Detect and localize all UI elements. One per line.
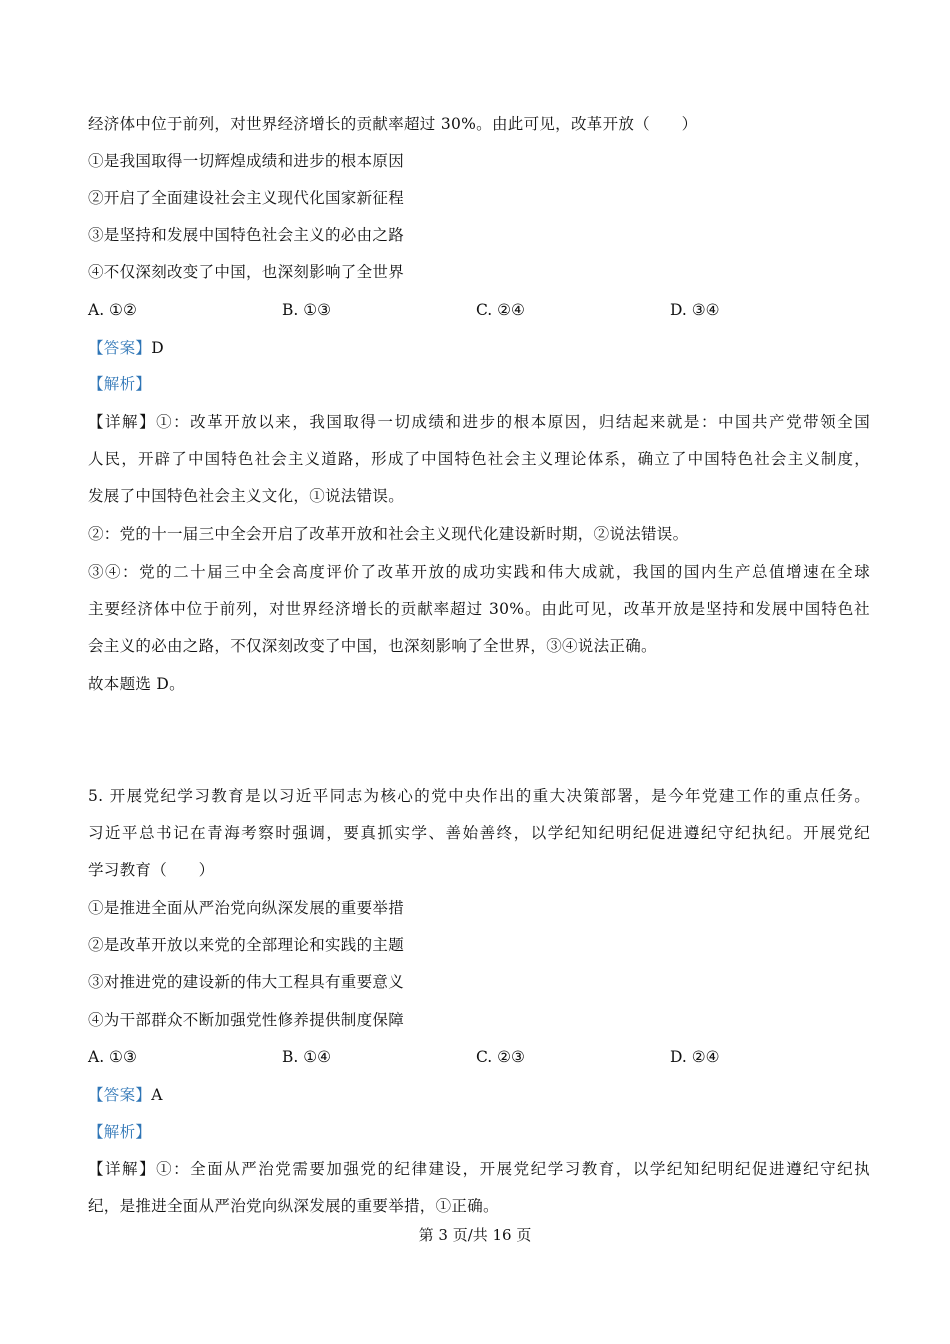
- q4-conclusion: 故本题选 D。: [88, 675, 185, 693]
- q5-option-4: ④为干部群众不断加强党性修养提供制度保障: [88, 1011, 405, 1029]
- q4-option-1: ①是我国取得一切辉煌成绩和进步的根本原因: [88, 152, 405, 170]
- q5-choice-d: D. ②④: [670, 1048, 720, 1066]
- q4-answer: D: [151, 339, 164, 357]
- q5-answer-line: [88, 1084, 870, 1106]
- q4-choice-a: A. ①②: [88, 301, 137, 319]
- q4-answer-line: [88, 337, 870, 359]
- q5-detail-line-1: [88, 1158, 870, 1180]
- q5-stem-line-2: 习近平总书记在青海考察时强调，要真抓实学、善始善终，以学纪知纪明纪促进遵纪守纪执纪。开展党纪: [88, 824, 870, 842]
- q5-choice-b: B. ①④: [282, 1048, 332, 1066]
- q5-choice-c: C. ②③: [476, 1048, 525, 1066]
- q4-detail-line-2: 人民，开辟了中国特色社会主义道路，形成了中国特色社会主义理论体系，确立了中国特色社会主义制度，: [88, 450, 870, 468]
- analysis-tag: 【解析】: [88, 375, 152, 393]
- q4-choice-c: C. ②④: [476, 301, 525, 319]
- q5-detail-text-1: ①：全面从严治党需要加强党的纪律建设，开展党纪学习教育，以学纪知纪明纪促进遵纪守纪执: [156, 1160, 870, 1178]
- q5-analysis-line: [88, 1121, 870, 1143]
- q4-detail-line-6: 主要经济体中位于前列，对世界经济增长的贡献率超过 30%。由此可见，改革开放是坚持和发展中国特色社: [88, 600, 870, 618]
- q4-detail-line-7: 会主义的必由之路，不仅深刻改变了中国，也深刻影响了全世界，③④说法正确。: [88, 637, 657, 655]
- q4-detail-line-5: ③④：党的二十届三中全会高度评价了改革开放的成功实践和伟大成就，我国的国内生产总值增速在全球: [88, 563, 870, 581]
- q5-stem-line-3: 学习教育（ ）: [88, 861, 215, 879]
- q4-detail-line-3: 发展了中国特色社会主义文化，①说法错误。: [88, 487, 405, 505]
- q4-choice-b: B. ①③: [282, 301, 332, 319]
- detail-tag: 【详解】: [88, 1160, 157, 1178]
- analysis-tag: 【解析】: [88, 1123, 152, 1141]
- q4-choice-d: D. ③④: [670, 301, 720, 319]
- page-number: 第 3 页/共 16 页: [418, 1226, 532, 1244]
- detail-tag: 【详解】: [88, 413, 157, 431]
- q5-option-1: ①是推进全面从严治党向纵深发展的重要举措: [88, 899, 405, 917]
- q5-option-3: ③对推进党的建设新的伟大工程具有重要意义: [88, 973, 405, 991]
- q4-choices: [88, 299, 868, 321]
- q4-detail-line-1: [88, 411, 870, 433]
- q5-choice-a: A. ①③: [88, 1048, 137, 1066]
- answer-tag: 【答案】: [88, 339, 152, 357]
- q4-option-2: ②开启了全面建设社会主义现代化国家新征程: [88, 189, 405, 207]
- q5-detail-line-2: 纪，是推进全面从严治党向纵深发展的重要举措，①正确。: [88, 1197, 499, 1215]
- q4-option-3: ③是坚持和发展中国特色社会主义的必由之路: [88, 226, 405, 244]
- q4-stem-tail: 经济体中位于前列，对世界经济增长的贡献率超过 30%。由此可见，改革开放（ ）: [88, 115, 698, 133]
- q4-analysis-line: [88, 373, 870, 395]
- q5-option-2: ②是改革开放以来党的全部理论和实践的主题: [88, 936, 405, 954]
- answer-tag: 【答案】: [88, 1086, 152, 1104]
- q5-choices: [88, 1046, 868, 1068]
- q4-detail-text-1: ①：改革开放以来，我国取得一切成绩和进步的根本原因，归结起来就是：中国共产党带领全国: [156, 413, 870, 431]
- q4-option-4: ④不仅深刻改变了中国，也深刻影响了全世界: [88, 263, 405, 281]
- q4-detail-line-4: ②：党的十一届三中全会开启了改革开放和社会主义现代化建设新时期，②说法错误。: [88, 525, 689, 543]
- q5-answer: A: [151, 1086, 163, 1104]
- q5-stem-line-1: 5. 开展党纪学习教育是以习近平同志为核心的党中央作出的重大决策部署，是今年党建工作的重点任务。: [88, 787, 870, 805]
